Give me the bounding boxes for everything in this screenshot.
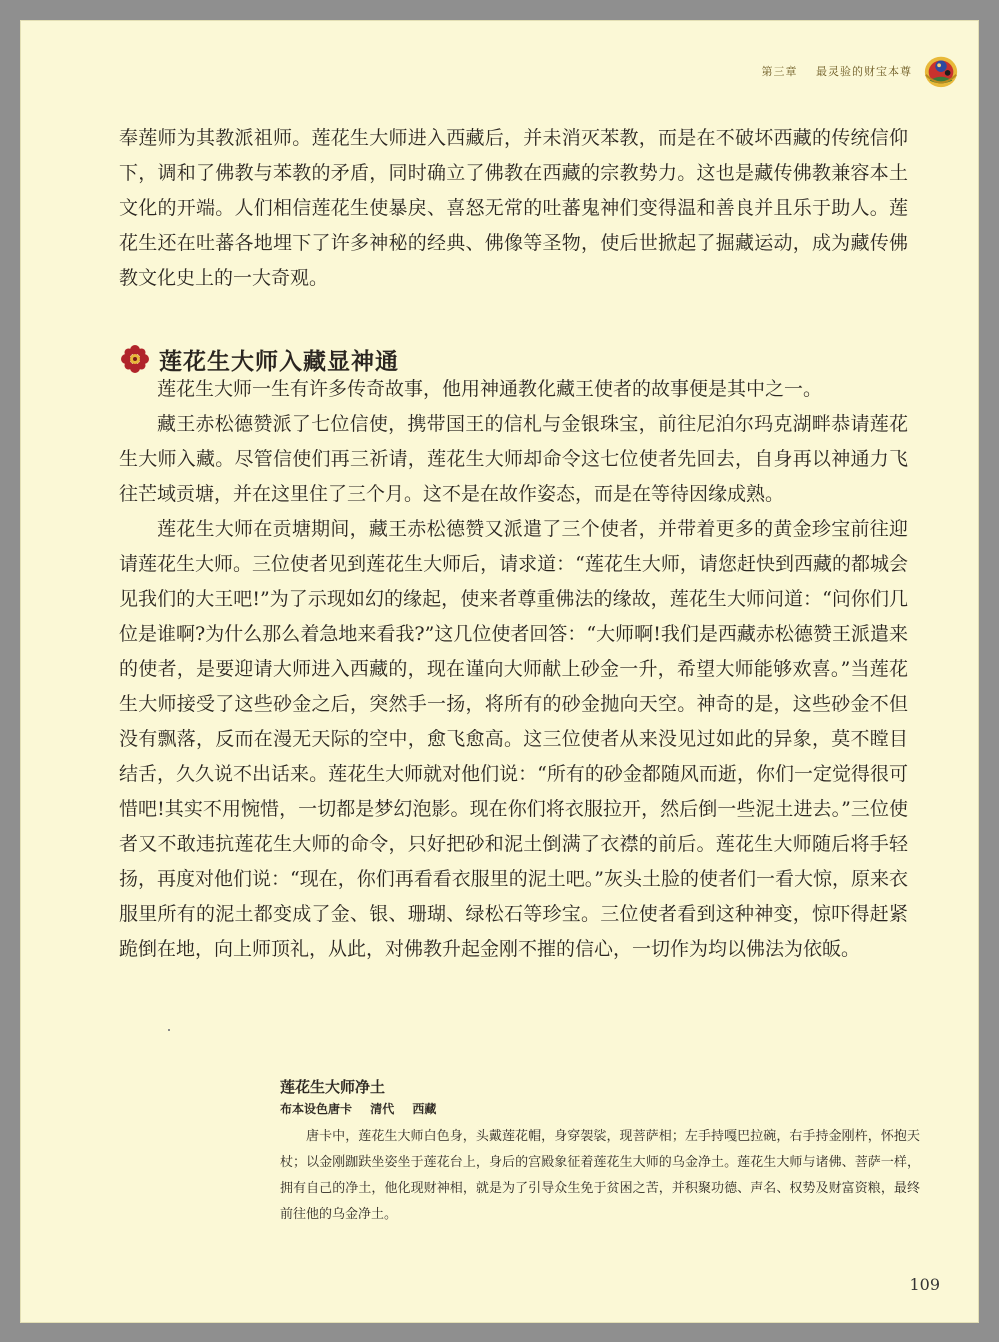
caption-region: 西藏 xyxy=(412,1102,437,1116)
section-title: 莲花生大师入藏显神通 xyxy=(159,348,399,375)
page-number: 109 xyxy=(909,1275,940,1294)
caption-medium: 布本设色唐卡 xyxy=(280,1102,353,1116)
caption-dynasty: 清代 xyxy=(370,1102,395,1116)
header-text xyxy=(762,63,913,79)
wealth-deity-emblem-icon xyxy=(922,52,960,90)
caption-subtitle xyxy=(280,1098,920,1120)
running-header xyxy=(762,41,961,101)
book-page xyxy=(20,20,979,1323)
chapter-title: 最灵验的财宝本尊 xyxy=(816,65,912,78)
image-caption xyxy=(280,1076,920,1228)
intro-paragraph-block xyxy=(119,121,908,296)
story-block xyxy=(119,372,908,967)
lotus-flower-icon xyxy=(119,343,151,375)
story-paragraph: 藏王赤松德赞派了七位信使，携带国王的信札与金银珠宝，前往尼泊尔玛克湖畔恭请莲花生大师入藏。尽管信使们再三祈请，莲花生大师却命令这七位使者先回去，自身再以神通力飞往芒域贡塘，并在这里住了三个月。这不是在故作姿态，而是在等待因缘成熟。 xyxy=(119,413,908,505)
story-paragraph: 莲花生大师在贡塘期间，藏王赤松德赞又派遣了三个使者，并带着更多的黄金珍宝前往迎请莲花生大师。三位使者见到莲花生大师后，请求道：“莲花生大师，请您赶快到西藏的都城会见我们的大王吧!”为了示现如幻的缘起，使来者尊重佛法的缘故，莲花生大师问道：“问你们几位是谁啊?为什么那么着急地来看我?”这几位使者回答：“大师啊!我们是西藏赤松德赞王派遣来的使者，是要迎请大师进入西藏的，现在谨向大师献上砂金一升，希望大师能够欢喜。”当莲花生大师接受了这些砂金之后，突然手一扬，将所有的砂金抛向天空。神奇的是，这些砂金不但没有飘落，反而在漫无天际的空中，愈飞愈高。这三位使者从来没见过如此的异象，莫不瞠目结舌，久久说不出话来。莲花生大师就对他们说：“所有的砂金都随风而逝，你们一定觉得很可惜吧!其实不用惋惜，一切都是梦幻泡影。现在你们将衣服拉开，然后倒一些泥土进去。”三位使者又不敢违抗莲花生大师的命令，只好把砂和泥土倒满了衣襟的前后。莲花生大师随后将手轻扬，再度对他们说：“现在，你们再看看衣服里的泥土吧。”灰头土脸的使者们一看大惊，原来衣服里所有的泥土都变成了金、银、珊瑚、绿松石等珍宝。三位使者看到这种神变，惊吓得赶紧跪倒在地，向上师顶礼，从此，对佛教升起金刚不摧的信心，一切作为均以佛法为依皈。 xyxy=(119,518,908,960)
intro-paragraph: 奉莲师为其教派祖师。莲花生大师进入西藏后，并未消灭苯教，而是在不破坏西藏的传统信仰下，调和了佛教与苯教的矛盾，同时确立了佛教在西藏的宗教势力。这也是藏传佛教兼容本土文化的开端。人们相信莲花生使暴戾、喜怒无常的吐蕃鬼神们变得温和善良并且乐于助人。莲花生还在吐蕃各地埋下了许多神秘的经典、佛像等圣物，使后世掀起了掘藏运动，成为藏传佛教文化史上的一大奇观。 xyxy=(119,127,908,289)
caption-body: 唐卡中，莲花生大师白色身，头戴莲花帽，身穿袈裟，现菩萨相；左手持嘎巴拉碗，右手持金刚杵，怀抱天杖；以金刚跏趺坐姿坐于莲花台上，身后的宫殿象征着莲花生大师的乌金净土。莲花生大师与诸佛、菩萨一样，拥有自己的净土，他化现财神相，就是为了引导众生免于贫困之苦，并积聚功德、声名、权势及财富资粮，最终前往他的乌金净土。 xyxy=(280,1129,920,1222)
print-mark xyxy=(168,1029,170,1031)
chapter-number: 第三章 xyxy=(761,65,798,78)
caption-title: 莲花生大师净土 xyxy=(280,1078,386,1096)
story-paragraph: 莲花生大师一生有许多传奇故事，他用神通教化藏王使者的故事便是其中之一。 xyxy=(157,378,823,400)
